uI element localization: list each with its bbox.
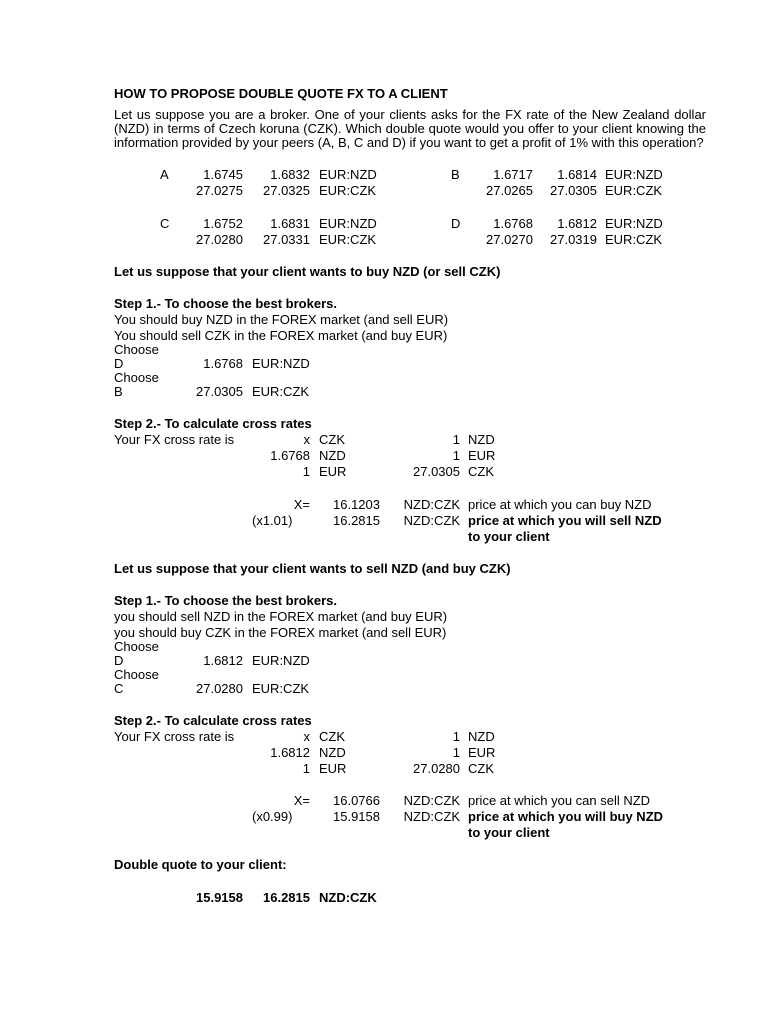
case2-heading: Let us suppose that your client wants to sell NZD (and buy CZK)	[114, 561, 511, 576]
case2-cross-r2-cur2: EUR	[468, 745, 496, 760]
peer-c-ask-nzd: 1.6831	[270, 216, 310, 231]
peer-b-ask-nzd: 1.6814	[557, 167, 597, 182]
case1-cross-r2-cur: NZD	[319, 448, 346, 463]
peer-b-pair-nzd: EUR:NZD	[605, 167, 663, 182]
case2-step2: Step 2.- To calculate cross rates	[114, 713, 312, 728]
peer-d-bid-czk: 27.0270	[486, 232, 533, 247]
case2-pick2-peer: C	[114, 681, 124, 696]
case1-cross-r3-num: 1	[302, 464, 310, 479]
case1-cross-r2-num2: 1	[452, 448, 460, 463]
peer-a-ask-nzd: 1.6832	[270, 167, 310, 182]
case1-cross-r1-num2: 1	[452, 432, 460, 447]
case1-line1: You should buy NZD in the FOREX market (and sell EUR)	[114, 312, 449, 327]
peer-d-pair-czk: EUR:CZK	[605, 232, 663, 247]
final-ask: 16.2815	[263, 890, 310, 905]
case1-cross-r3-num2: 27.0305	[413, 464, 460, 479]
final-bid: 15.9158	[196, 890, 243, 905]
case2-cross-r3-num2: 27.0280	[413, 761, 460, 776]
case1-cross-r2-num: 1.6768	[270, 448, 310, 463]
case2-choose2: Choose	[114, 667, 159, 682]
peer-b-pair-czk: EUR:CZK	[605, 183, 663, 198]
case1-x-value: 16.1203	[333, 497, 380, 512]
case1-pick2-pair: EUR:CZK	[252, 384, 310, 399]
case2-cross-r1-cur2: NZD	[468, 729, 495, 744]
case2-pick2-value: 27.0280	[196, 681, 243, 696]
case1-cross-r1-num: x	[303, 432, 310, 447]
peer-a-ask-czk: 27.0325	[263, 183, 310, 198]
peer-label-d: D	[451, 216, 461, 231]
case1-x-pair: NZD:CZK	[403, 497, 460, 512]
case1-pick2-value: 27.0305	[196, 384, 243, 399]
case2-choose1: Choose	[114, 639, 159, 654]
case2-cross-r3-cur2: CZK	[468, 761, 494, 776]
peer-a-bid-czk: 27.0275	[196, 183, 243, 198]
case2-pick1-value: 1.6812	[203, 653, 243, 668]
peer-c-pair-czk: EUR:CZK	[319, 232, 377, 247]
case2-adj-value: 15.9158	[333, 809, 380, 824]
peer-c-bid-nzd: 1.6752	[203, 216, 243, 231]
peer-a-pair-nzd: EUR:NZD	[319, 167, 377, 182]
case2-x-note: price at which you can sell NZD	[468, 793, 651, 808]
case1-cross-r1-cur2: NZD	[468, 432, 495, 447]
peer-c-bid-czk: 27.0280	[196, 232, 243, 247]
intro-paragraph: Let us suppose you are a broker. One of your clients asks for the FX rate of the New Zealand dollar (NZD) in terms of Czech koruna (CZK). Which double quote would you offer to your client knowing the information provided by your peers (A, B, C and D) if you want to get a profit of 1% with this operation?	[114, 107, 706, 150]
case2-adj-note2: to your client	[468, 825, 550, 840]
case2-line2: you should buy CZK in the FOREX market (and sell EUR)	[114, 625, 447, 640]
case2-cross-r3-cur: EUR	[319, 761, 347, 776]
case2-pick1-peer: D	[114, 653, 124, 668]
peer-d-ask-czk: 27.0319	[550, 232, 597, 247]
case1-cross-r3-cur2: CZK	[468, 464, 494, 479]
final-pair: NZD:CZK	[319, 890, 377, 905]
peer-a-bid-nzd: 1.6745	[203, 167, 243, 182]
case1-pick1-value: 1.6768	[203, 356, 243, 371]
peer-label-b: B	[451, 167, 460, 182]
case1-cross-r3-cur: EUR	[319, 464, 347, 479]
case1-cross-label: Your FX cross rate is	[114, 432, 235, 447]
case2-cross-r2-cur: NZD	[319, 745, 346, 760]
case2-pick1-pair: EUR:NZD	[252, 653, 310, 668]
peer-d-pair-nzd: EUR:NZD	[605, 216, 663, 231]
case1-pick2-peer: B	[114, 384, 123, 399]
case1-adj-note1: price at which you will sell NZD	[468, 513, 662, 528]
peer-b-bid-nzd: 1.6717	[493, 167, 533, 182]
case2-cross-r2-num: 1.6812	[270, 745, 310, 760]
case2-pick2-pair: EUR:CZK	[252, 681, 310, 696]
case2-adj-pair: NZD:CZK	[403, 809, 460, 824]
case2-cross-label: Your FX cross rate is	[114, 729, 235, 744]
case2-cross-r1-num: x	[303, 729, 310, 744]
document-title: HOW TO PROPOSE DOUBLE QUOTE FX TO A CLIENT	[114, 86, 448, 101]
case2-line1: you should sell NZD in the FOREX market (and buy EUR)	[114, 609, 448, 624]
peer-a-pair-czk: EUR:CZK	[319, 183, 377, 198]
case1-line2: You should sell CZK in the FOREX market (and buy EUR)	[114, 328, 448, 343]
case1-adj-pair: NZD:CZK	[403, 513, 460, 528]
case1-adj-label: (x1.01)	[252, 513, 293, 528]
case2-cross-r1-num2: 1	[452, 729, 460, 744]
peer-label-c: C	[160, 216, 170, 231]
case1-choose1: Choose	[114, 342, 159, 357]
case1-x-note: price at which you can buy NZD	[468, 497, 652, 512]
peer-b-bid-czk: 27.0265	[486, 183, 533, 198]
peer-c-pair-nzd: EUR:NZD	[319, 216, 377, 231]
case2-step1: Step 1.- To choose the best brokers.	[114, 593, 337, 608]
case2-cross-r3-num: 1	[302, 761, 310, 776]
case2-cross-r2-num2: 1	[452, 745, 460, 760]
case1-step1: Step 1.- To choose the best brokers.	[114, 296, 337, 311]
case1-adj-note2: to your client	[468, 529, 550, 544]
final-heading: Double quote to your client:	[114, 857, 287, 872]
case1-choose2: Choose	[114, 370, 159, 385]
case2-adj-label: (x0.99)	[252, 809, 293, 824]
peer-b-ask-czk: 27.0305	[550, 183, 597, 198]
peer-label-a: A	[160, 167, 169, 182]
case1-pick1-pair: EUR:NZD	[252, 356, 310, 371]
case1-x-label: X=	[293, 497, 310, 512]
peer-d-ask-nzd: 1.6812	[557, 216, 597, 231]
case1-heading: Let us suppose that your client wants to buy NZD (or sell CZK)	[114, 264, 501, 279]
case1-cross-r2-cur2: EUR	[468, 448, 496, 463]
case1-step2: Step 2.- To calculate cross rates	[114, 416, 312, 431]
case1-adj-value: 16.2815	[333, 513, 380, 528]
case1-cross-r1-cur: CZK	[319, 432, 345, 447]
case2-cross-r1-cur: CZK	[319, 729, 345, 744]
case2-x-value: 16.0766	[333, 793, 380, 808]
case2-x-label: X=	[293, 793, 310, 808]
peer-c-ask-czk: 27.0331	[263, 232, 310, 247]
case2-adj-note1: price at which you will buy NZD	[468, 809, 664, 824]
case2-x-pair: NZD:CZK	[403, 793, 460, 808]
peer-d-bid-nzd: 1.6768	[493, 216, 533, 231]
case1-pick1-peer: D	[114, 356, 124, 371]
